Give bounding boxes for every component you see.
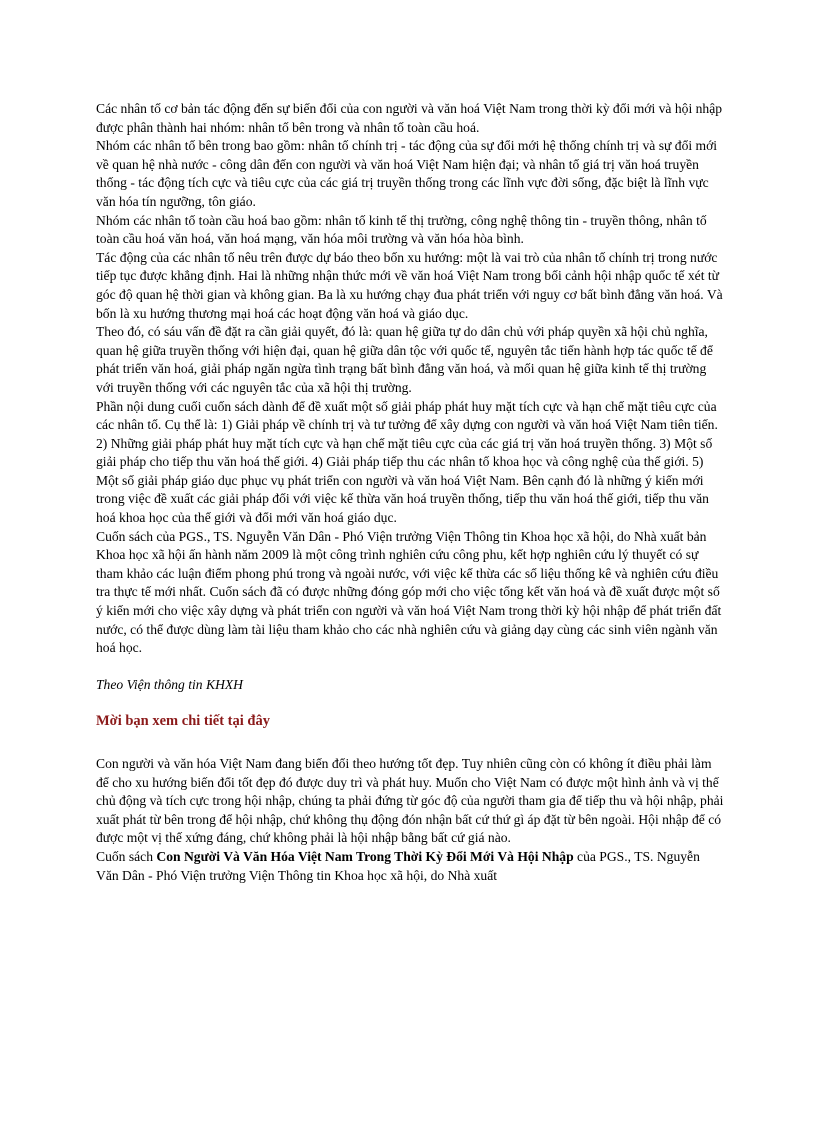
see-details-link[interactable]: Mời bạn xem chi tiết tại đây <box>96 713 270 730</box>
paragraph-factors-intro: Các nhân tố cơ bản tác động đến sự biến đổi của con người và văn hoá Việt Nam trong thời kỳ đổi mới và hội nhập được phân thành hai nhóm: nhân tố bên trong và nhân tố toàn cầu hoá. <box>96 101 723 135</box>
paragraph-book-mention <box>96 848 724 885</box>
book-mention-prefix: Cuốn sách <box>96 848 157 864</box>
paragraph-internal-factors: Nhóm các nhân tố bên trong bao gồm: nhân tố chính trị - tác động của sự đổi mới hệ thống chính trị và sự đổi mới về quan hệ nhà nước - công dân đến con người và văn hoá Việt Nam hiện đại; và nhân tố giá trị văn hoá truyền thống - tác động tích cực và tiêu cực của các giá trị truyền thống trong các lĩnh vực đời sống, đặc biệt là lĩnh vực văn hóa tín ngưỡng, tôn giáo. <box>96 138 718 209</box>
document-page <box>96 100 724 885</box>
book-title: Con Người Và Văn Hóa Việt Nam Trong Thời Kỳ Đổi Mới Và Hội Nhập <box>156 848 574 864</box>
paragraph-globalization-factors: Nhóm các nhân tố toàn cầu hoá bao gồm: nhân tố kinh tế thị trường, công nghệ thông tin - truyền thông, nhân tố toàn cầu hoá văn hoá, văn hoá mạng, văn hóa môi trường và văn hóa hòa bình. <box>96 212 707 247</box>
paragraph-solutions: Phần nội dung cuối cuốn sách dành để đề xuất một số giải pháp phát huy mặt tích cực và hạn chế mặt tiêu cực của các nhân tố. Cụ thể là: 1) Giải pháp về chính trị và tư tưởng để xây dựng con người và văn hoá Việt Nam tiên tiến. 2) Những giải pháp phát huy mặt tích cực và hạn chế mặt tiêu cực của các giá trị văn hoá truyền thống. 3) Một số giải pháp cho tiếp thu văn hoá thế giới. 4) Giải pháp tiếp thu các nhân tố khoa học và công nghệ của thế giới. 5) Một số giải pháp giáo dục phục vụ phát triển con người và văn hoá Việt Nam. Bên cạnh đó là những ý kiến mới trong việc đề xuất các giải pháp đối với việc kế thừa văn hoá truyền thống, tiếp thu văn hoá thế giới, tiếp thu văn hoá khoa học của thế giới và đổi mới văn hoá giáo dục. <box>96 398 718 526</box>
book-mention-suffix: của PGS., TS. Nguyễn Văn Dân - Phó Viện trưởng Viện Thông tin Khoa học xã hội, do Nhà xuất <box>96 848 700 883</box>
paragraph-book-review: Cuốn sách của PGS., TS. Nguyễn Văn Dân - Phó Viện trưởng Viện Thông tin Khoa học xã hội, do Nhà xuất bản Khoa học xã hội ấn hành năm 2009 là một công trình nghiên cứu công phu, kết hợp nghiên cứu lý thuyết có sự tham khảo các luận điểm phong phú trong và ngoài nước, với việc kế thừa các số liệu thống kê và nghiên cứu điều tra thực tế mới nhất. Cuốn sách đã có được những đóng góp mới cho việc tổng kết văn hoá và đề xuất được một số ý kiến mới cho việc xây dựng và phát triển con người và văn hoá Việt Nam trong thời kỳ hội nhập để phát triển đất nước, có thể được dùng làm tài liệu tham khảo cho các nhà nghiên cứu và giảng dạy cùng các sinh viên ngành văn hoá học. <box>96 528 722 656</box>
source-attribution: Theo Viện thông tin KHXH <box>96 676 244 692</box>
paragraph-issues: Theo đó, có sáu vấn đề đặt ra cần giải quyết, đó là: quan hệ giữa tự do dân chủ với pháp quyền xã hội chủ nghĩa, quan hệ giữa truyền thống với hiện đại, quan hệ giữa dân tộc với quốc tế, nguyên tắc tiến hành hợp tác quốc tế để phát triển văn hoá, giải pháp ngăn ngừa tình trạng bất bình đẳng văn hoá, và mối quan hệ giữa kinh tế thị trường với truyền thống với các nguyên tắc của xã hội thị trường. <box>96 324 713 395</box>
paragraph-second-intro: Con người và văn hóa Việt Nam đang biến đổi theo hướng tốt đẹp. Tuy nhiên cũng còn có không ít điều phải làm để cho xu hướng biến đổi tốt đẹp đó được duy trì và phát huy. Muốn cho Việt Nam có được một hình ảnh và vị thế chủ động và tích cực trong hội nhập, chúng ta phải đứng từ góc độ của người tham gia để tiếp thu và hội nhập, phải xuất phát từ bên trong để hội nhập, chứ không thụ động đón nhận bất cứ thứ gì áp đặt từ bên ngoài. Hội nhập để có được một vị thế xứng đáng, chứ không phải là hội nhập bằng bất cứ giá nào. <box>96 756 724 846</box>
paragraph-trends: Tác động của các nhân tố nêu trên được dự báo theo bốn xu hướng: một là vai trò của nhân tố chính trị trong nước tiếp tục được khẳng định. Hai là những nhận thức mới về văn hoá Việt Nam trong bối cảnh hội nhập quốc tế xét từ góc độ quan hệ thời gian và không gian. Ba là xu hướng chạy đua phát triển với nguy cơ bất bình đẳng văn hoá. Và bốn là xu hướng thương mại hoá các hoạt động văn hoá và giáo dục. <box>96 249 723 321</box>
